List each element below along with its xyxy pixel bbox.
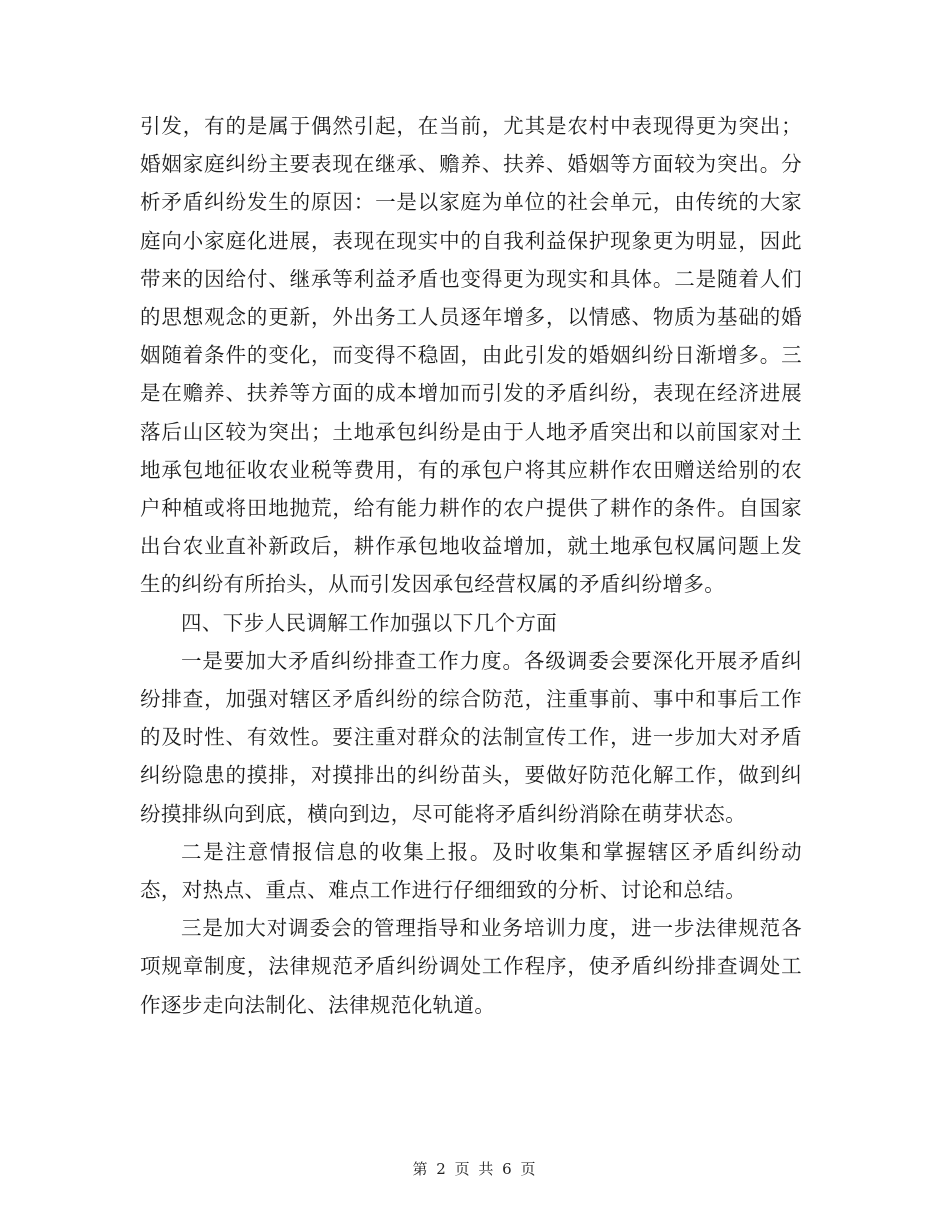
footer-prefix: 第: [412, 1160, 430, 1178]
document-body: [140, 107, 802, 1024]
paragraph-intelligence: 二是注意情报信息的收集上报。及时收集和掌握辖区矛盾纠纷动态，对热点、重点、难点工作进行仔细细致的分析、讨论和总结。: [140, 839, 802, 903]
footer-suffix: 页: [520, 1160, 538, 1178]
section-heading-4: 四、下步人民调解工作加强以下几个方面: [181, 610, 558, 635]
paragraph-investigation: 一是要加大矛盾纠纷排查工作力度。各级调委会要深化开展矛盾纠纷排查，加强对辖区矛盾纠纷的综合防范，注重事前、事中和事后工作的及时性、有效性。要注重对群众的法制宣传工作，进一步加大对矛盾纠纷隐患的摸排，对摸排出的纠纷苗头，要做好防范化解工作，做到纠纷摸排纵向到底，横向到边，尽可能将矛盾纠纷消除在萌芽状态。: [140, 648, 802, 826]
footer-total-pages: 6: [502, 1160, 514, 1178]
paragraph-training: 三是加大对调委会的管理指导和业务培训力度，进一步法律规范各项规章制度，法律规范矛盾纠纷调处工作程序，使矛盾纠纷排查调处工作逐步走向法制化、法律规范化轨道。: [140, 916, 802, 1017]
page-footer: [0, 1158, 950, 1179]
footer-middle: 页 共: [454, 1160, 496, 1178]
paragraph-causes: 引发，有的是属于偶然引起，在当前，尤其是农村中表现得更为突出；婚姻家庭纠纷主要表现在继承、赡养、扶养、婚姻等方面较为突出。分析矛盾纠纷发生的原因：一是以家庭为单位的社会单元，由传统的大家庭向小家庭化进展，表现在现实中的自我利益保护现象更为明显，因此带来的因给付、继承等利益矛盾也变得更为现实和具体。二是随着人们的思想观念的更新，外出务工人员逐年增多，以情感、物质为基础的婚姻随着条件的变化，而变得不稳固，由此引发的婚姻纠纷日渐增多。三是在赡养、扶养等方面的成本增加而引发的矛盾纠纷，表现在经济进展落后山区较为突出；土地承包纠纷是由于人地矛盾突出和以前国家对土地承包地征收农业税等费用，有的承包户将其应耕作农田赠送给别的农户种植或将田地抛荒，给有能力耕作的农户提供了耕作的条件。自国家出台农业直补新政后，耕作承包地收益增加，就土地承包权属问题上发生的纠纷有所抬头，从而引发因承包经营权属的矛盾纠纷增多。: [140, 114, 802, 597]
footer-current-page: 2: [436, 1160, 448, 1178]
